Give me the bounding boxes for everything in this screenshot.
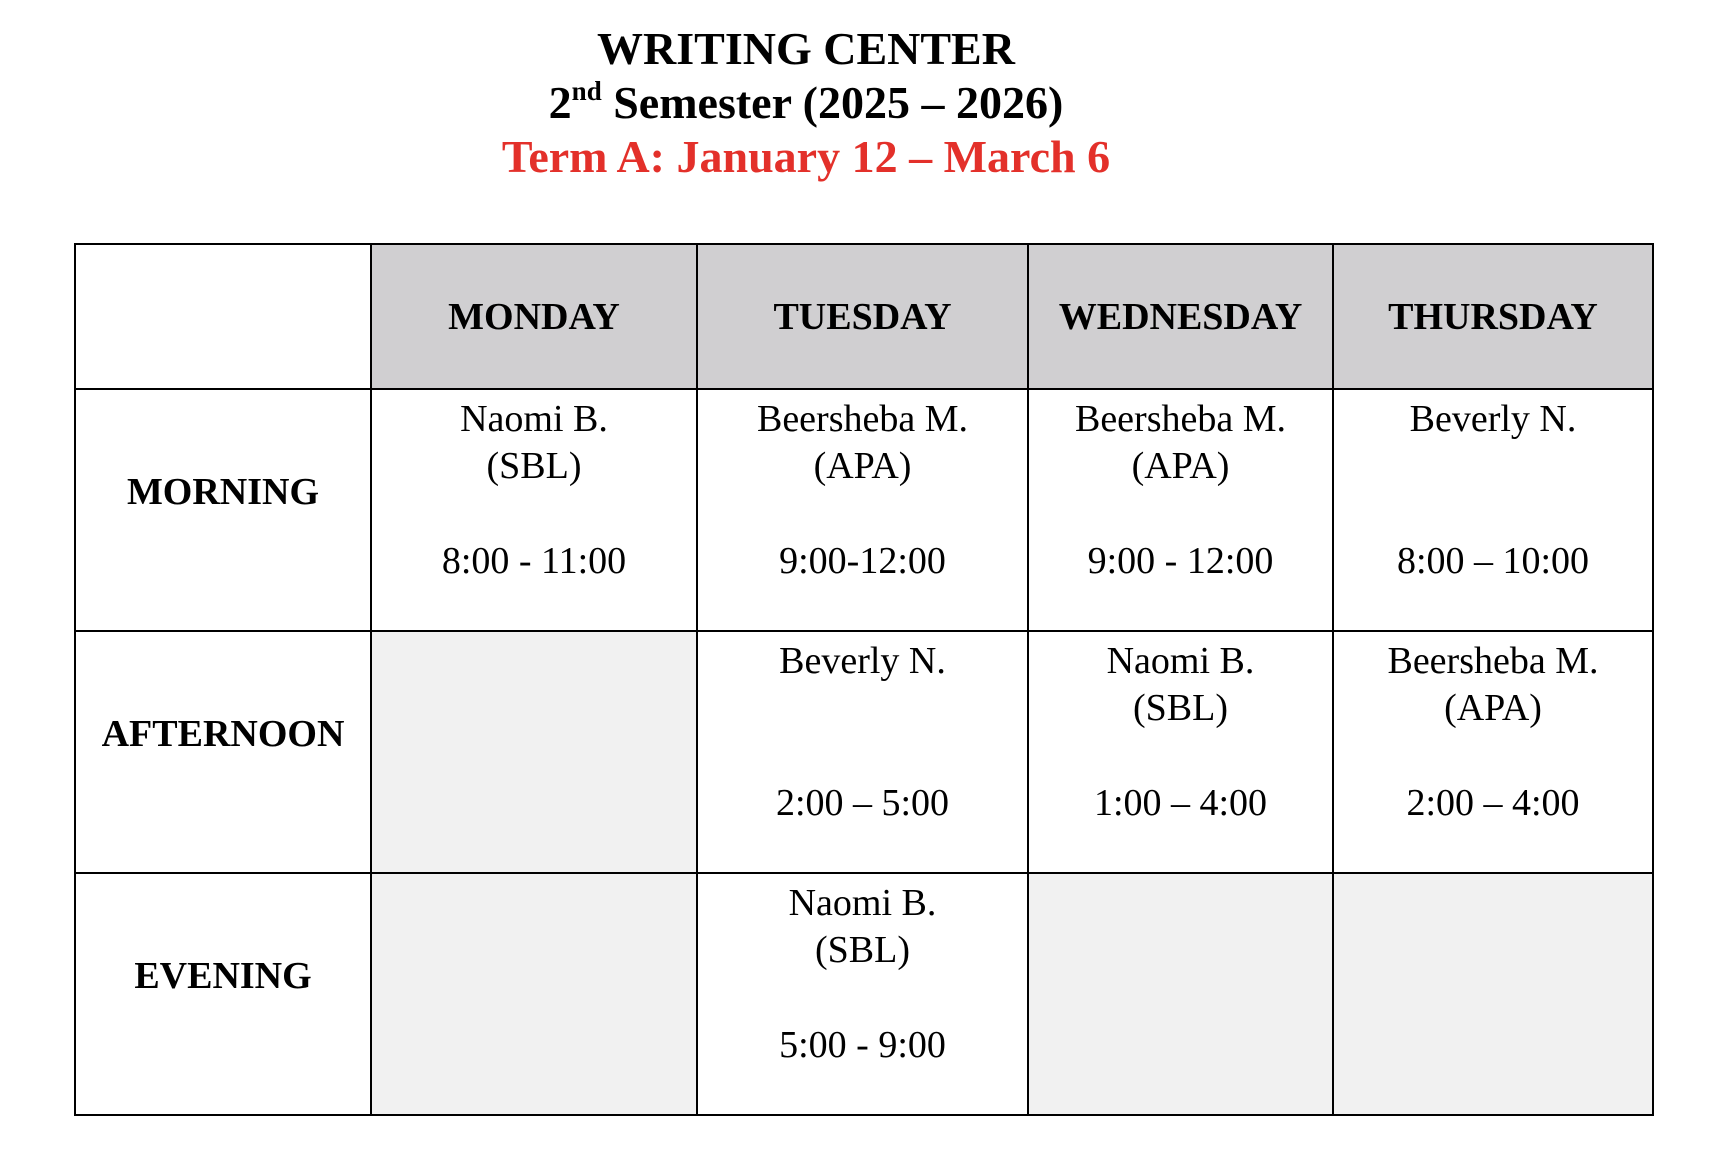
document-header [0,22,1612,184]
day-header-row [75,244,1653,389]
slot-afternoon-thursday [1333,631,1653,873]
session-time: 9:00-12:00 [779,540,946,582]
citation-style: (APA) [813,445,912,487]
session-time: 2:00 – 5:00 [775,782,950,824]
citation-style: (SBL) [1133,687,1228,729]
slot-afternoon-monday-empty [371,631,697,873]
period-label-cell [75,873,371,1115]
slot-evening-thursday-empty [1333,873,1653,1115]
day-header-wednesday: WEDNESDAY [1028,244,1333,389]
period-label-cell [75,389,371,631]
tutor-name: Beersheba M. [1387,640,1599,682]
slot-morning-tuesday [697,389,1028,631]
citation-style: (SBL) [815,929,910,971]
semester-text: Semester (2025 – 2026) [601,77,1064,128]
citation-style: (SBL) [486,445,582,487]
session-time: 2:00 – 4:00 [1406,782,1580,824]
session-time: 5:00 - 9:00 [779,1024,946,1066]
semester-ordinal-suffix: nd [571,76,602,106]
slot-morning-thursday [1333,389,1653,631]
slot-evening-tuesday [697,873,1028,1115]
tutor-name: Naomi B. [460,398,608,440]
tutor-name: Beverly N. [1409,398,1577,440]
tutor-name: Naomi B. [788,882,937,924]
period-label: MORNING [126,471,320,513]
schedule-table [74,243,1654,1116]
slot-afternoon-tuesday [697,631,1028,873]
slot-morning-wednesday [1028,389,1333,631]
semester-ordinal: 2 [548,77,572,128]
period-label: EVENING [134,955,312,997]
session-time: 1:00 – 4:00 [1093,782,1268,824]
schedule-row-afternoon [75,631,1653,873]
day-header-tuesday: TUESDAY [697,244,1028,389]
citation-style: (APA) [1131,445,1230,487]
schedule-row-morning [75,389,1653,631]
tutor-name: Beverly N. [779,640,946,682]
period-label-cell [75,631,371,873]
tutor-name: Naomi B. [1106,640,1255,682]
schedule-row-evening [75,873,1653,1115]
session-time: 8:00 – 10:00 [1396,540,1590,582]
day-header-monday: MONDAY [371,244,697,389]
corner-cell [75,244,371,389]
period-label: AFTERNOON [101,713,345,755]
citation-style: (APA) [1444,687,1542,729]
day-header-thursday: THURSDAY [1333,244,1653,389]
tutor-name: Beersheba M. [756,398,969,440]
term-dates: Term A: January 12 – March 6 [501,131,1111,182]
slot-evening-monday-empty [371,873,697,1115]
tutor-name: Beersheba M. [1074,398,1287,440]
page-title: WRITING CENTER [597,23,1015,74]
session-time: 8:00 - 11:00 [441,540,627,582]
semester-line [0,76,1612,130]
session-time: 9:00 - 12:00 [1087,540,1274,582]
slot-evening-wednesday-empty [1028,873,1333,1115]
slot-morning-monday [371,389,697,631]
slot-afternoon-wednesday [1028,631,1333,873]
